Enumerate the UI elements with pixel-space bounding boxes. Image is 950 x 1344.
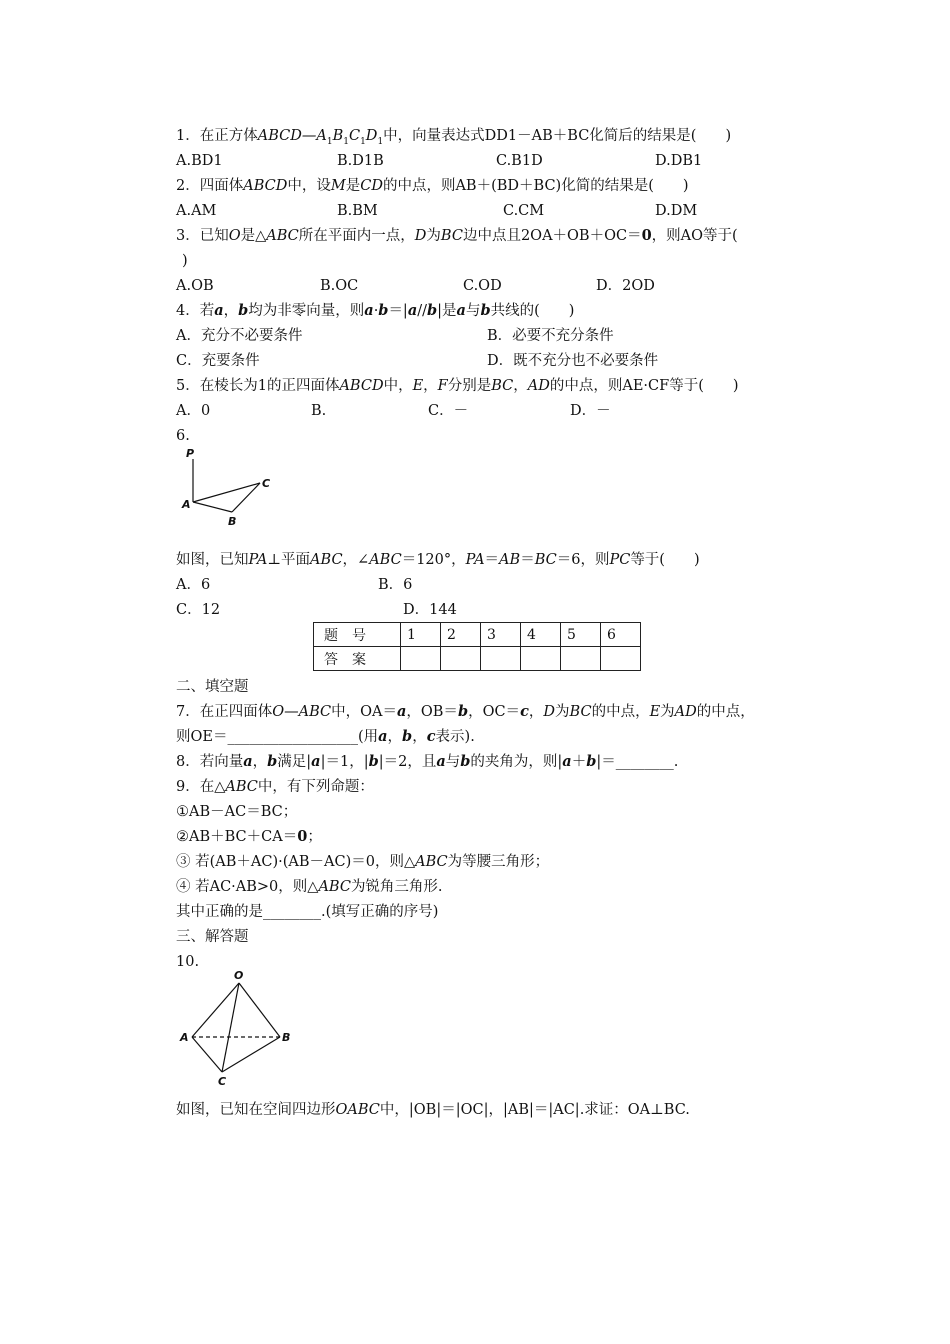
q3-option-c: C.OD bbox=[463, 278, 502, 294]
question-5: 5．在棱长为1的正四面体ABCD中，E，F分别是BC，AD的中点，则AE·CF等于( ) bbox=[176, 378, 739, 394]
q2-option-b: B.BM bbox=[337, 203, 378, 219]
q6-option-a: A．6 bbox=[176, 577, 211, 593]
figure-pyramid-pabc bbox=[176, 446, 286, 534]
q9-proposition-4: ④ 若AC·AB>0，则△ABC为锐角三角形. bbox=[176, 879, 443, 895]
answer-table-number-head: 题 号 bbox=[314, 623, 401, 647]
q2-option-d: D.DM bbox=[655, 203, 698, 219]
question-6-number: 6. bbox=[176, 428, 190, 444]
q5-option-c: C．－ bbox=[428, 403, 469, 419]
answer-table-col: 2 bbox=[441, 623, 481, 647]
question-7: 7．在正四面体O—ABC中，OA＝a，OB＝b，OC＝c，D为BC的中点，E为AD的中点， bbox=[176, 703, 755, 720]
answer-cell-3[interactable] bbox=[481, 647, 521, 671]
fig6-label-a: A bbox=[182, 498, 191, 511]
answer-table-header-row bbox=[314, 623, 641, 647]
answer-table-col: 6 bbox=[601, 623, 641, 647]
q9-proposition-2: ②AB＋BC＋CA＝0； bbox=[176, 828, 322, 845]
fig10-label-c: C bbox=[218, 1075, 227, 1088]
q5-option-a: A．0 bbox=[176, 403, 211, 419]
q1-option-a: A.BD1 bbox=[176, 153, 223, 169]
answer-cell-4[interactable] bbox=[521, 647, 561, 671]
q2-option-c: C.CM bbox=[503, 203, 545, 219]
q9-proposition-3: ③ 若(AB＋AC)·(AB－AC)＝0，则△ABC为等腰三角形； bbox=[176, 854, 550, 870]
question-8: 8．若向量a，b满足|a|＝1，|b|＝2，且a与b的夹角为，则|a＋b|＝________. bbox=[176, 753, 679, 770]
answer-table-col: 1 bbox=[401, 623, 441, 647]
q6-option-c: C．12 bbox=[176, 602, 221, 618]
answer-cell-1[interactable] bbox=[401, 647, 441, 671]
answer-table-col: 3 bbox=[481, 623, 521, 647]
q3-option-a: A.OB bbox=[176, 278, 214, 294]
q6-option-b: B．6 bbox=[378, 577, 413, 593]
answer-table-col: 4 bbox=[521, 623, 561, 647]
q1-option-d: D.DB1 bbox=[655, 153, 703, 169]
fig6-label-c: C bbox=[262, 477, 271, 490]
answer-table bbox=[313, 622, 641, 671]
q3-option-d: D．2OD bbox=[596, 278, 655, 294]
question-9: 9．在△ABC中，有下列命题： bbox=[176, 779, 374, 795]
q9-proposition-1: ①AB－AC＝BC； bbox=[176, 804, 298, 820]
q4-option-b: B．必要不充分条件 bbox=[487, 328, 614, 344]
answer-table-answer-row bbox=[314, 647, 641, 671]
fig10-label-b: B bbox=[282, 1031, 291, 1044]
q4-option-c: C．充要条件 bbox=[176, 353, 260, 369]
fig10-label-o: O bbox=[234, 969, 244, 982]
question-3: 3．已知O是△ABC所在平面内一点，D为BC边中点且2OA＋OB＋OC＝0，则AO等于( bbox=[176, 227, 738, 244]
figure-tetrahedron-oabc bbox=[176, 966, 306, 1090]
question-2: 2．四面体ABCD中，设M是CD的中点，则AB＋(BD＋BC)化简的结果是( ) bbox=[176, 178, 689, 194]
q2-option-a: A.AM bbox=[176, 203, 217, 219]
q4-option-a: A．充分不必要条件 bbox=[176, 328, 303, 344]
q5-option-b: B. bbox=[311, 403, 327, 419]
section-solutions-heading: 三、解答题 bbox=[176, 929, 249, 945]
question-6-text: 如图，已知PA⊥平面ABC，∠ABC＝120°，PA＝AB＝BC＝6，则PC等于( ) bbox=[176, 552, 700, 568]
question-10-number: 10. bbox=[176, 954, 200, 970]
q5-option-d: D．－ bbox=[570, 403, 611, 419]
fig6-label-p: P bbox=[186, 447, 195, 460]
fig10-label-a: A bbox=[180, 1031, 189, 1044]
q1-option-b: B.D1B bbox=[337, 153, 384, 169]
answer-cell-6[interactable] bbox=[601, 647, 641, 671]
q6-option-d: D．144 bbox=[403, 602, 457, 618]
question-10-text: 如图，已知在空间四边形OABC中，|OB|＝|OC|，|AB|＝|AC|.求证：OA⊥BC. bbox=[176, 1102, 690, 1118]
q3-option-b: B.OC bbox=[320, 278, 359, 294]
answer-table-answer-head: 答 案 bbox=[314, 647, 401, 671]
question-1: 1．在正方体$ABCD—A_1B_1C_1D_1$中，向量表达式DD1－AB＋BC化简后的结果是( ) bbox=[176, 128, 732, 147]
question-7-line2: 则OE＝__________________(用a，b，c表示). bbox=[176, 728, 475, 745]
q4-option-d: D．既不充分也不必要条件 bbox=[487, 353, 659, 369]
answer-cell-2[interactable] bbox=[441, 647, 481, 671]
q9-answer-prompt: 其中正确的是________.(填写正确的序号) bbox=[176, 904, 439, 920]
q3-continuation: ) bbox=[182, 253, 188, 269]
question-4: 4．若a，b均为非零向量，则a·b＝|a//b|是a与b共线的( ) bbox=[176, 302, 575, 319]
answer-cell-5[interactable] bbox=[561, 647, 601, 671]
q1-option-c: C.B1D bbox=[496, 153, 543, 169]
fig6-label-b: B bbox=[228, 515, 237, 528]
section-fill-in-heading: 二、填空题 bbox=[176, 679, 249, 695]
answer-table-col: 5 bbox=[561, 623, 601, 647]
